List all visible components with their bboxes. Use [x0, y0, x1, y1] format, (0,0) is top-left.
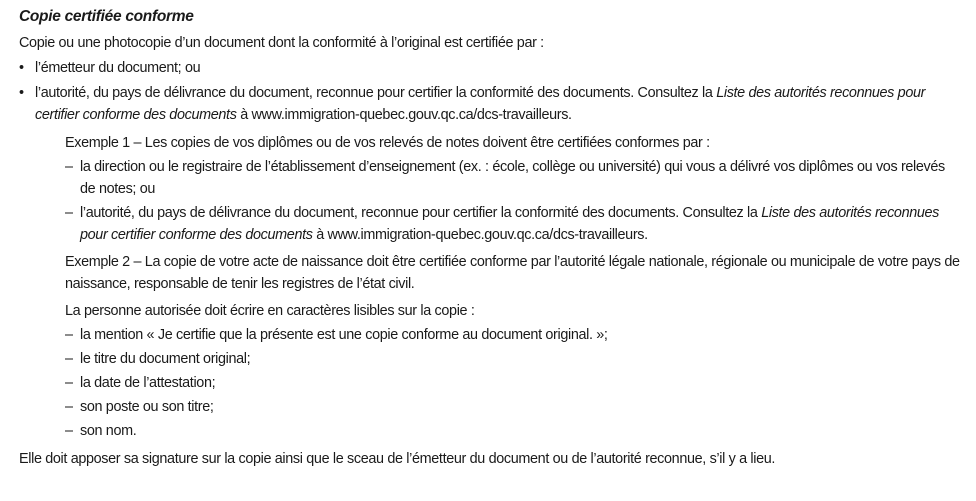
requirement-item — [65, 372, 962, 394]
bullet-text: l’émetteur du document; ou — [35, 60, 201, 76]
requirement-text: la mention « Je certifie que la présente est une copie conforme au document original. »; — [80, 327, 608, 343]
section-title: Copie certifiée conforme — [19, 8, 194, 25]
dash-mark: – — [65, 205, 73, 221]
requirement-text: son nom. — [80, 423, 137, 439]
dash-text-tail: à www.immigration-quebec.gouv.qc.ca/dcs-travailleurs. — [312, 227, 648, 243]
bullet-item-authority — [19, 82, 962, 126]
requirement-item — [65, 324, 962, 346]
example-1-item — [65, 156, 962, 200]
bullet-text: l’autorité, du pays de délivrance du document, reconnue pour certifier la conformité des documents. Consultez la — [35, 85, 717, 101]
authorities-list-reference: Liste des autorités reconnues pour certifier conforme des documents — [80, 205, 940, 243]
example-2-paragraph: Exemple 2 – La copie de votre acte de naissance doit être certifiée conforme par l’autorité légale nationale, régionale ou municipale de votre pays de naissance, responsable de tenir les registres de l’état civil. — [65, 254, 960, 292]
bullet-item-issuer — [19, 57, 962, 79]
dash-mark: – — [65, 159, 73, 175]
dash-mark: – — [65, 423, 73, 439]
requirement-item — [65, 396, 962, 418]
requirement-item — [65, 420, 962, 442]
dash-text: l’autorité, du pays de délivrance du document, reconnue pour certifier la conformité des documents. Consultez la — [80, 205, 762, 221]
authorities-list-reference: Liste des autorités reconnues pour certifier conforme des documents — [35, 85, 926, 123]
example-1-heading: Exemple 1 – Les copies de vos diplômes ou de vos relevés de notes doivent être certifiées conformes par : — [65, 135, 710, 151]
intro-paragraph: Copie ou une photocopie d’un document dont la conformité à l’original est certifiée par : — [19, 35, 544, 51]
examples-block — [19, 132, 962, 442]
bullet-mark: • — [19, 85, 24, 101]
requirement-item — [65, 348, 962, 370]
dash-text: la direction ou le registraire de l’établissement d’enseignement (ex. : école, collège ou université) qui vous a délivré vos diplômes ou vos relevés de notes; ou — [80, 159, 945, 197]
requirement-text: le titre du document original; — [80, 351, 251, 367]
dash-mark: – — [65, 327, 73, 343]
closing-paragraph: Elle doit apposer sa signature sur la copie ainsi que le sceau de l’émetteur du document ou de l’autorité reconnue, s’il y a lieu. — [19, 451, 776, 467]
bullet-text-tail: à www.immigration-quebec.gouv.qc.ca/dcs-travailleurs. — [236, 107, 572, 123]
requirement-text: son poste ou son titre; — [80, 399, 214, 415]
requirements-heading: La personne autorisée doit écrire en caractères lisibles sur la copie : — [65, 303, 475, 319]
dash-mark: – — [65, 351, 73, 367]
dash-mark: – — [65, 399, 73, 415]
dash-mark: – — [65, 375, 73, 391]
example-1-item — [65, 202, 962, 246]
bullet-mark: • — [19, 60, 24, 76]
requirement-text: la date de l’attestation; — [80, 375, 216, 391]
